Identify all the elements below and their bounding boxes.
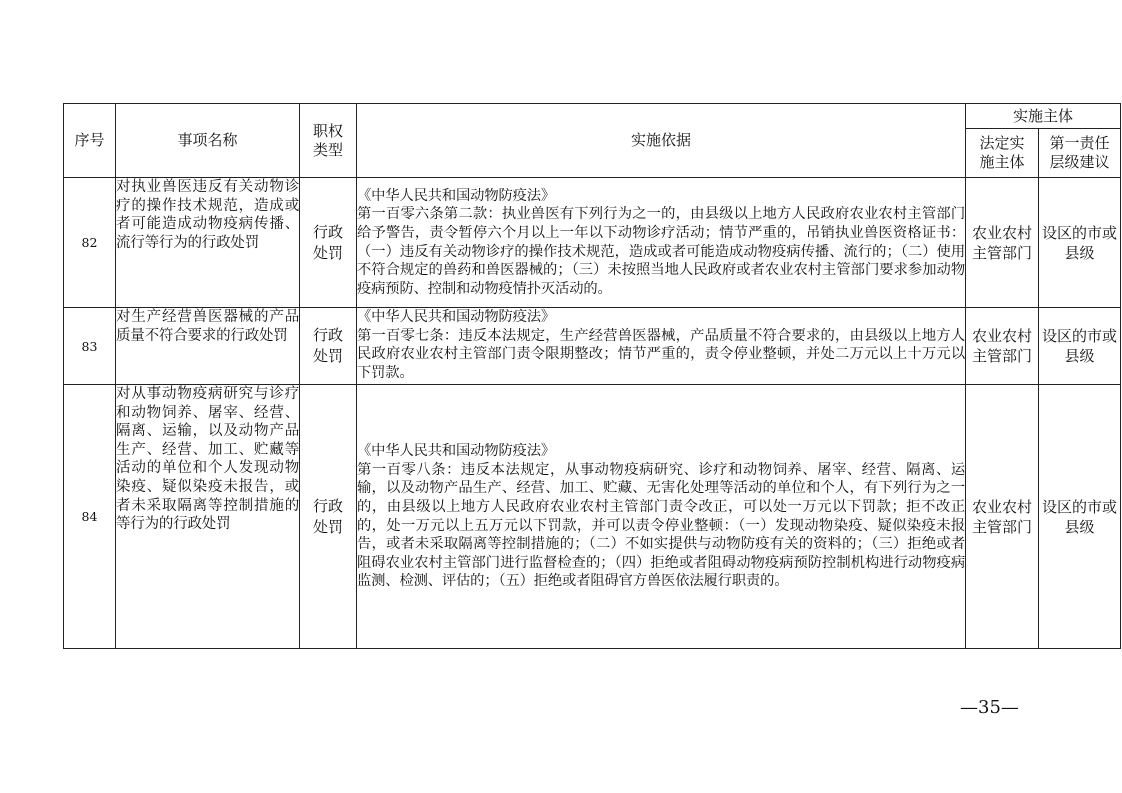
law-clause: 第一百零六条第二款：执业兽医有下列行为之一的，由县级以上地方人民政府农业农村主管部门给予警告，责令暂停六个月以上一年以下动物诊疗活动；情节严重的，吊销执业兽医资格证书：（一）违反有关动物诊疗的操作技术规范，造成或者可能造成动物疫病传播、流行的；（二）使用不符合规定的兽药和兽医器械的；（三）未按照当地人民政府或者农业农村主管部门要求参加动物疫病预防、控制和动物疫情扑灭活动的。 xyxy=(357,206,965,297)
header-first-level: 第一责任层级建议 xyxy=(1039,129,1121,178)
row-power-type: 行政处罚 xyxy=(300,308,357,385)
row-legal-subject: 农业农村主管部门 xyxy=(966,178,1039,308)
row-seq: 83 xyxy=(64,308,116,385)
law-title: 《中华人民共和国动物防疫法》 xyxy=(357,187,556,204)
row-power-type: 行政处罚 xyxy=(300,178,357,308)
row-first-level: 设区的市或县级 xyxy=(1039,178,1121,308)
row-basis xyxy=(357,308,966,385)
row-legal-subject: 农业农村主管部门 xyxy=(966,385,1039,649)
row-basis xyxy=(357,178,966,308)
header-seq: 序号 xyxy=(64,104,116,178)
enforcement-items-table xyxy=(63,103,1121,649)
table-row xyxy=(64,178,1121,308)
table-header xyxy=(64,104,1121,178)
header-power-type: 职权类型 xyxy=(300,104,357,178)
law-clause: 第一百零八条：违反本法规定，从事动物疫病研究、诊疗和动物饲养、屠宰、经营、隔离、运输，以及动物产品生产、经营、加工、贮藏、无害化处理等活动的单位和个人，有下列行为之一的，由县级以上地方人民政府农业农村主管部门责令改正，可以处一万元以下罚款；拒不改正的，处一万元以上五万元以下罚款，并可以责令停业整顿：（一）发现动物染疫、疑似染疫未报告，或者未采取隔离等控制措施的；（二）不如实提供与动物防疫有关的资料的；（三）拒绝或者阻碍农业农村主管部门进行监督检查的；（四）拒绝或者阻碍动物疫病预防控制机构进行动物疫病监测、检测、评估的；（五）拒绝或者阻碍官方兽医依法履行职责的。 xyxy=(357,461,965,590)
table-row xyxy=(64,385,1121,649)
row-first-level: 设区的市或县级 xyxy=(1039,308,1121,385)
header-legal-subject: 法定实施主体 xyxy=(966,129,1039,178)
law-clause: 第一百零七条：违反本法规定，生产经营兽医器械，产品质量不符合要求的，由县级以上地方人民政府农业农村主管部门责令限期整改；情节严重的，责令停业整顿，并处二万元以上十万元以下罚款。 xyxy=(357,327,965,381)
law-title: 《中华人民共和国动物防疫法》 xyxy=(357,443,556,460)
page-number: —35— xyxy=(960,697,1019,718)
table-row xyxy=(64,308,1121,385)
row-basis xyxy=(357,385,966,649)
row-item-name: 对从事动物疫病研究与诊疗和动物饲养、屠宰、经营、隔离、运输，以及动物产品生产、经营、加工、贮藏等活动的单位和个人发现动物染疫、疑似染疫未报告，或者未采取隔离等控制措施的等行为的行政处罚 xyxy=(116,385,300,649)
row-item-name: 对生产经营兽医器械的产品质量不符合要求的行政处罚 xyxy=(116,308,300,385)
header-item-name: 事项名称 xyxy=(116,104,300,178)
row-first-level: 设区的市或县级 xyxy=(1039,385,1121,649)
row-power-type: 行政处罚 xyxy=(300,385,357,649)
row-legal-subject: 农业农村主管部门 xyxy=(966,308,1039,385)
row-seq: 82 xyxy=(64,178,116,308)
header-basis: 实施依据 xyxy=(357,104,966,178)
row-item-name: 对执业兽医违反有关动物诊疗的操作技术规范，造成或者可能造成动物疫病传播、流行等行为的行政处罚 xyxy=(116,178,300,308)
law-title: 《中华人民共和国动物防疫法》 xyxy=(357,309,556,325)
row-seq: 84 xyxy=(64,385,116,649)
header-subject: 实施主体 xyxy=(966,104,1121,129)
